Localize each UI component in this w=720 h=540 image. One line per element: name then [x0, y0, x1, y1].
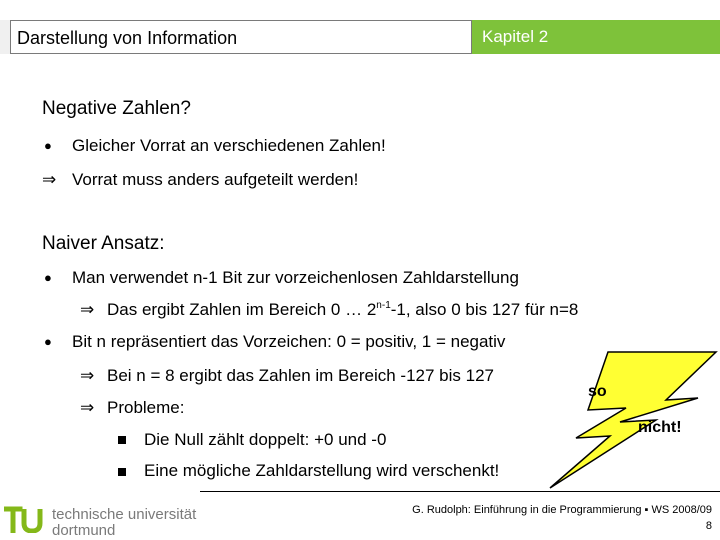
lightning-bolt-icon [548, 350, 720, 490]
bullet-text: Gleicher Vorrat an verschiedenen Zahlen! [72, 136, 386, 155]
bullet-text: Bit n repräsentiert das Vorzeichen: 0 = positiv, 1 = negativ [72, 332, 506, 351]
implies-arrow-icon: ⇒ [42, 170, 57, 189]
implies-arrow-icon: ⇒ [80, 366, 95, 385]
bolt-label-nicht: nicht! [638, 419, 682, 436]
implies-text: Bei n = 8 ergibt das Zahlen im Bereich -127 bis 127 [107, 366, 494, 385]
problem-text: Die Null zählt doppelt: +0 und -0 [144, 430, 387, 449]
logo-text-line1: technische universität [52, 506, 197, 523]
section-heading-negative-numbers: Negative Zahlen? [42, 98, 191, 119]
range-suffix: -1, also 0 bis 127 für n=8 [390, 300, 579, 319]
slide-title-box [10, 20, 472, 54]
footer-divider [200, 491, 720, 492]
implies-text-range [107, 300, 578, 320]
implies-arrow-icon: ⇒ [80, 300, 95, 319]
page-number: 8 [705, 520, 712, 532]
slide-title: Darstellung von Information [17, 28, 238, 48]
bolt-label-so: so [588, 383, 607, 400]
section-heading-naive-approach: Naiver Ansatz: [42, 233, 165, 254]
footer-credit: G. Rudolph: Einführung in die Programmierung ▪ WS 2008/09 [412, 504, 712, 516]
range-exponent: n-1 [376, 300, 391, 311]
problem-text: Eine mögliche Zahldarstellung wird verschenkt! [144, 461, 500, 480]
bullet-dot-icon: ● [44, 138, 52, 153]
logo-text-line2: dortmund [52, 522, 116, 539]
tu-dortmund-logo-icon [4, 503, 44, 533]
implies-text: Probleme: [107, 398, 185, 417]
square-bullet-icon [118, 436, 126, 444]
square-bullet-icon [118, 468, 126, 476]
range-prefix: Das ergibt Zahlen im Bereich 0 … 2 [107, 300, 377, 319]
bullet-text: Man verwendet n-1 Bit zur vorzeichenlosen Zahldarstellung [72, 268, 519, 287]
chapter-tab [472, 20, 720, 54]
bullet-dot-icon: ● [44, 334, 52, 349]
chapter-label: Kapitel 2 [482, 27, 549, 46]
bullet-dot-icon: ● [44, 270, 52, 285]
implies-text: Vorrat muss anders aufgeteilt werden! [72, 170, 359, 189]
implies-arrow-icon: ⇒ [80, 398, 95, 417]
